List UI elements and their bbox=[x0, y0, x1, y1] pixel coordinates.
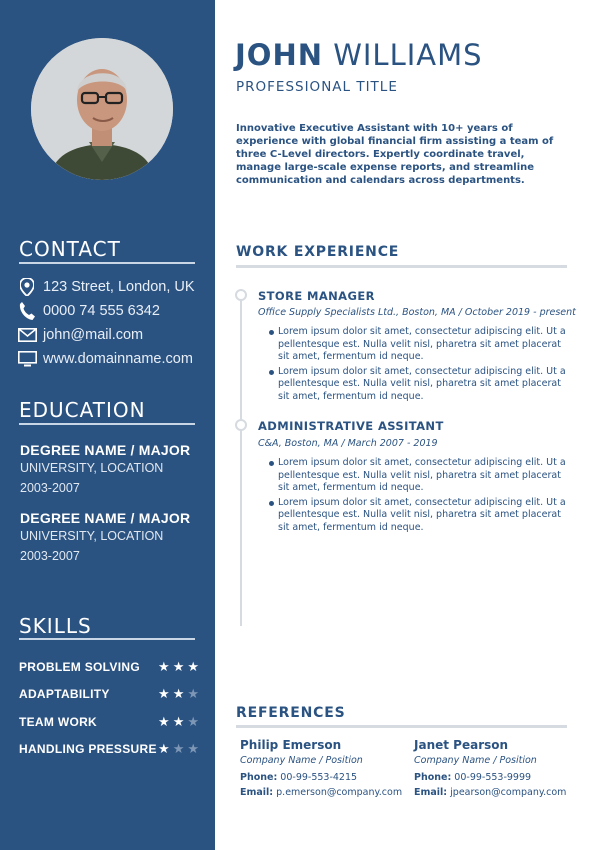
timeline-dot bbox=[235, 289, 247, 301]
skill-rating bbox=[158, 688, 199, 701]
timeline-line bbox=[240, 296, 242, 626]
job-subtitle-2: C&A, Boston, MA / March 2007 - 2019 bbox=[258, 438, 438, 449]
phone-icon bbox=[17, 301, 37, 321]
professional-title: PROFESSIONAL TITLE bbox=[236, 79, 398, 95]
references-heading: REFERENCES bbox=[236, 705, 346, 721]
job-bullet: Lorem ipsum dolor sit amet, consectetur adipiscing elit. Ut a pellentesque est. Nulla velit nisl, pharetra sit amet placerat sit amet, fermentum id neque. bbox=[266, 497, 572, 535]
star-filled-icon: ★ bbox=[158, 659, 170, 675]
sidebar bbox=[0, 0, 215, 850]
contact-address bbox=[17, 277, 195, 297]
skills-divider bbox=[19, 638, 195, 640]
star-empty-icon: ★ bbox=[187, 686, 199, 702]
star-empty-icon: ★ bbox=[187, 714, 199, 730]
reference-name: Philip Emerson bbox=[240, 738, 342, 752]
candidate-name bbox=[235, 38, 483, 72]
skill-rating bbox=[158, 661, 199, 674]
star-empty-icon: ★ bbox=[172, 741, 185, 757]
skills-heading: SKILLS bbox=[19, 614, 92, 638]
reference-position: Company Name / Position bbox=[414, 755, 537, 766]
first-name: JOHN bbox=[235, 38, 323, 72]
reference-email-value[interactable]: jpearson@company.com bbox=[450, 787, 567, 798]
job-bullet: Lorem ipsum dolor sit amet, consectetur adipiscing elit. Ut a pellentesque est. Nulla velit nisl, pharetra sit amet placerat sit amet, fermentum id neque. bbox=[266, 326, 572, 364]
location-pin-icon bbox=[17, 277, 37, 297]
job-title-1: STORE MANAGER bbox=[258, 289, 375, 303]
contact-heading: CONTACT bbox=[19, 237, 121, 261]
contact-phone-text: 0000 74 555 6342 bbox=[43, 303, 160, 319]
skill-row bbox=[19, 686, 199, 702]
reference-phone bbox=[414, 772, 594, 783]
reference-phone bbox=[240, 772, 420, 783]
monitor-icon bbox=[17, 349, 37, 369]
star-filled-icon: ★ bbox=[172, 686, 185, 702]
star-empty-icon: ★ bbox=[187, 741, 199, 757]
envelope-icon bbox=[17, 325, 37, 345]
star-filled-icon: ★ bbox=[158, 714, 170, 730]
last-name: WILLIAMS bbox=[333, 38, 483, 72]
education-school-2: UNIVERSITY, LOCATION bbox=[20, 529, 164, 543]
work-experience-divider bbox=[236, 265, 567, 268]
contact-divider bbox=[19, 262, 195, 264]
phone-label: Phone: bbox=[414, 772, 452, 783]
email-label: Email: bbox=[240, 787, 274, 798]
profile-summary: Innovative Executive Assistant with 10+ years of experience with global financial firm assisting a team of three C-Level directors. Expertly coordinate travel, manage large-scale expense reports, and streamline communication and calendars across departments. bbox=[236, 123, 554, 186]
job-bullets-2 bbox=[266, 457, 572, 536]
phone-label: Phone: bbox=[240, 772, 278, 783]
star-filled-icon: ★ bbox=[172, 714, 185, 730]
star-filled-icon: ★ bbox=[158, 686, 170, 702]
profile-photo bbox=[31, 38, 173, 180]
education-divider bbox=[19, 423, 195, 425]
education-degree-2: DEGREE NAME / MAJOR bbox=[20, 510, 191, 526]
reference-phone-value: 00-99-553-9999 bbox=[454, 772, 532, 783]
work-experience-heading: WORK EXPERIENCE bbox=[236, 244, 400, 260]
star-filled-icon: ★ bbox=[158, 741, 170, 757]
skill-rating bbox=[158, 743, 199, 756]
reference-email bbox=[414, 787, 594, 798]
education-heading: EDUCATION bbox=[19, 398, 146, 422]
education-school-1: UNIVERSITY, LOCATION bbox=[20, 461, 164, 475]
reference-email-value[interactable]: p.emerson@company.com bbox=[276, 787, 403, 798]
reference-phone-value: 00-99-553-4215 bbox=[280, 772, 358, 783]
skill-name: TEAM WORK bbox=[19, 715, 98, 729]
reference-email bbox=[240, 787, 420, 798]
skill-row bbox=[19, 714, 199, 730]
skill-name: PROBLEM SOLVING bbox=[19, 660, 140, 674]
reference-position: Company Name / Position bbox=[240, 755, 363, 766]
skill-name: HANDLING PRESSURE bbox=[19, 742, 157, 756]
contact-website-text: www.domainname.com bbox=[43, 351, 193, 367]
references-divider bbox=[236, 725, 567, 728]
reference-card bbox=[414, 738, 594, 798]
education-years-2: 2003-2007 bbox=[20, 549, 80, 563]
job-bullet: Lorem ipsum dolor sit amet, consectetur adipiscing elit. Ut a pellentesque est. Nulla velit nisl, pharetra sit amet placerat sit amet, fermentum id neque. bbox=[266, 366, 572, 404]
skill-rating bbox=[158, 716, 199, 729]
education-years-1: 2003-2007 bbox=[20, 481, 80, 495]
job-bullets-1 bbox=[266, 326, 572, 405]
contact-email-text: john@mail.com bbox=[43, 327, 144, 343]
job-bullet: Lorem ipsum dolor sit amet, consectetur adipiscing elit. Ut a pellentesque est. Nulla velit nisl, pharetra sit amet placerat sit amet, fermentum id neque. bbox=[266, 457, 572, 495]
contact-phone bbox=[17, 301, 160, 321]
star-filled-icon: ★ bbox=[172, 659, 185, 675]
skill-row bbox=[19, 741, 199, 757]
contact-email bbox=[17, 325, 143, 345]
education-degree-1: DEGREE NAME / MAJOR bbox=[20, 442, 191, 458]
email-label: Email: bbox=[414, 787, 448, 798]
reference-card bbox=[240, 738, 420, 798]
job-subtitle-1: Office Supply Specialists Ltd., Boston, MA / October 2019 - present bbox=[258, 307, 576, 318]
skill-name: ADAPTABILITY bbox=[19, 687, 110, 701]
star-filled-icon: ★ bbox=[187, 659, 199, 675]
contact-address-text: 123 Street, London, UK bbox=[43, 279, 195, 295]
contact-website bbox=[17, 349, 193, 369]
skill-row bbox=[19, 659, 199, 675]
job-title-2: ADMINISTRATIVE ASSITANT bbox=[258, 419, 444, 433]
timeline-dot bbox=[235, 419, 247, 431]
reference-name: Janet Pearson bbox=[414, 738, 509, 752]
profile-photo-image bbox=[31, 38, 173, 180]
